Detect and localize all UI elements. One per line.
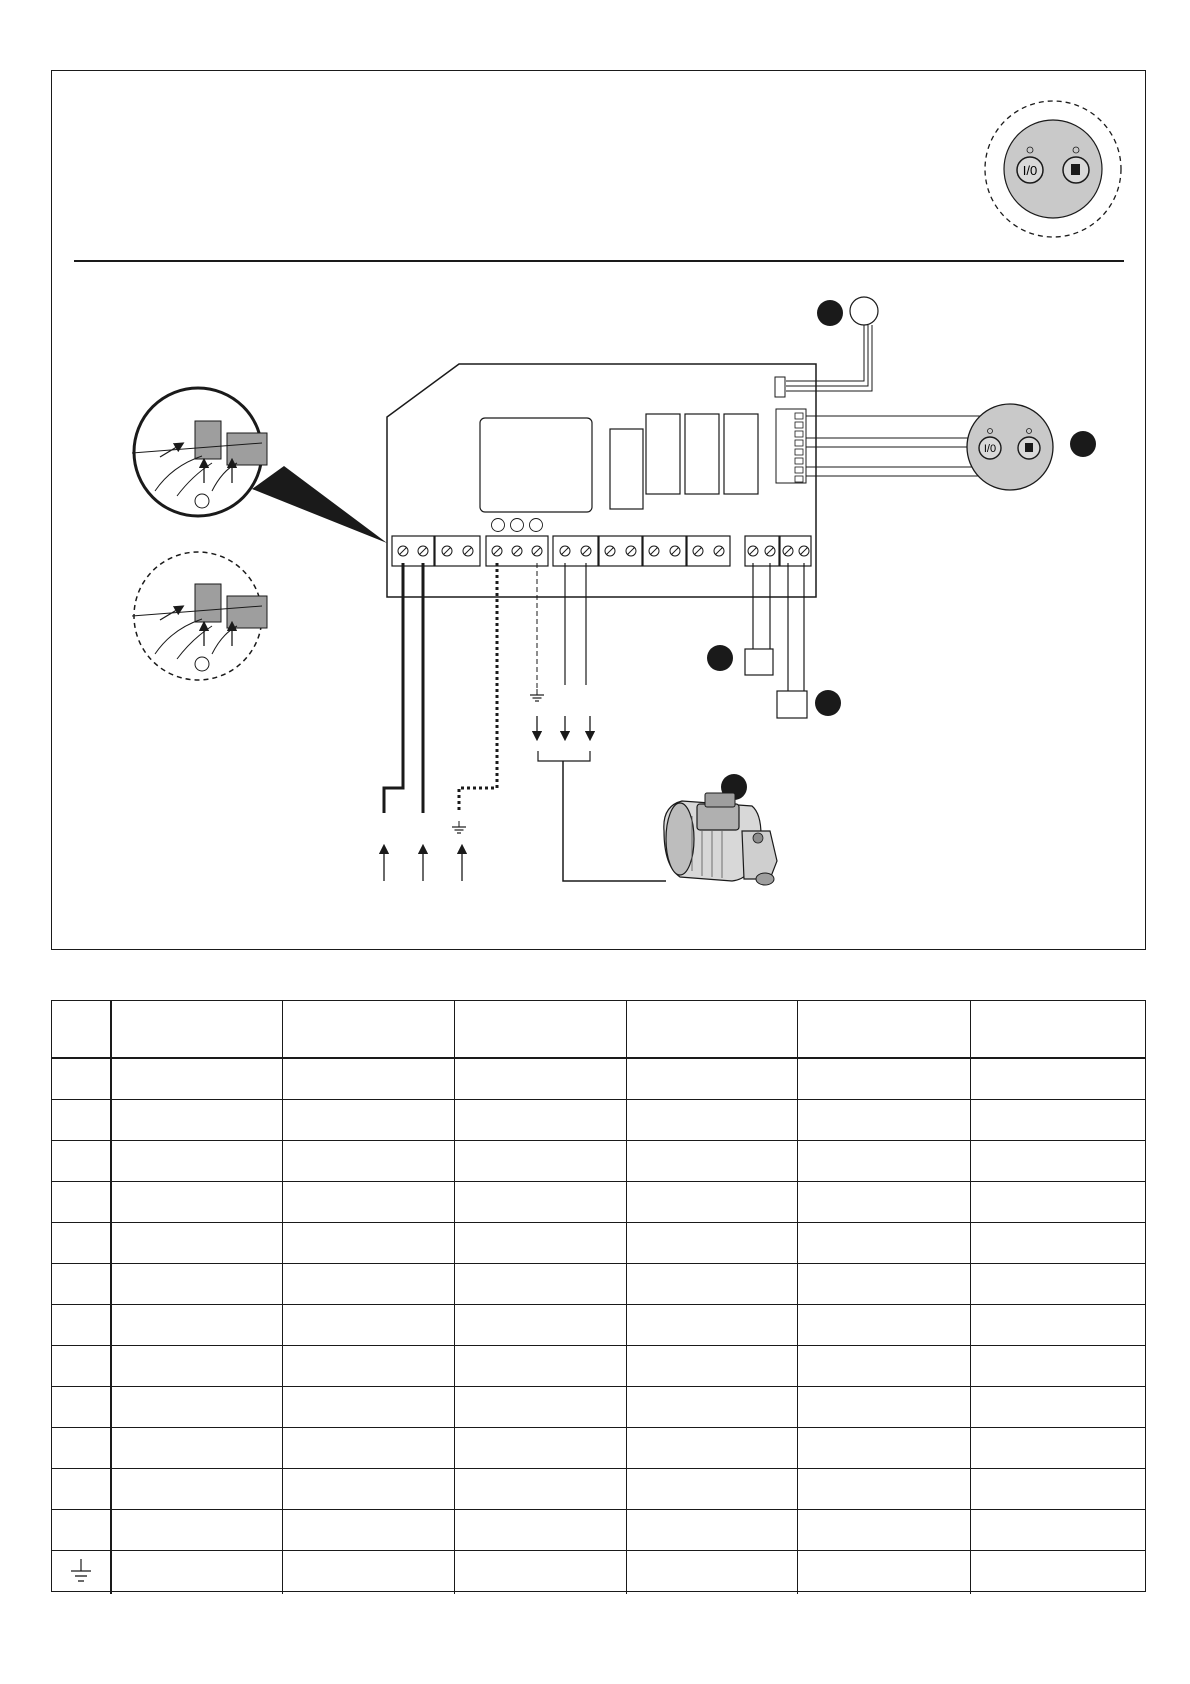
table-cell <box>111 1223 282 1264</box>
table-cell <box>797 1223 970 1264</box>
table-cell <box>797 1141 970 1182</box>
header-cell <box>626 1001 797 1058</box>
sensor-2 <box>777 690 841 718</box>
svg-text:I/0: I/0 <box>983 443 997 455</box>
table-cell <box>797 1264 970 1305</box>
table-cell <box>111 1058 282 1100</box>
table-cell <box>282 1223 454 1264</box>
table-cell <box>970 1182 1145 1223</box>
table-cell <box>626 1510 797 1551</box>
table-cell <box>626 1428 797 1469</box>
table-cell <box>797 1100 970 1141</box>
table-cell <box>282 1428 454 1469</box>
header-cell <box>454 1001 626 1058</box>
connector-detail-correct <box>132 388 387 543</box>
table-cell <box>111 1551 282 1595</box>
table-cell <box>626 1223 797 1264</box>
table-cell <box>282 1387 454 1428</box>
table-cell <box>970 1387 1145 1428</box>
table-cell <box>626 1387 797 1428</box>
table-row <box>52 1305 1145 1346</box>
table-row <box>52 1428 1145 1469</box>
table-cell <box>111 1346 282 1387</box>
control-board <box>387 364 816 597</box>
table-cell <box>970 1428 1145 1469</box>
table-row <box>52 1510 1145 1551</box>
table-cell <box>797 1182 970 1223</box>
table-cell <box>111 1510 282 1551</box>
table-row <box>52 1264 1145 1305</box>
table-cell <box>626 1551 797 1595</box>
table-cell <box>282 1141 454 1182</box>
motor-wiring <box>530 563 666 881</box>
table-cell <box>454 1182 626 1223</box>
table-row <box>52 1100 1145 1141</box>
callout-marker-keypad <box>1070 431 1096 457</box>
header-cell <box>111 1001 282 1058</box>
table-cell <box>970 1223 1145 1264</box>
row-number-cell <box>52 1428 111 1469</box>
table-row <box>52 1058 1145 1100</box>
ground-symbol-icon <box>52 1551 111 1595</box>
row-number-cell <box>52 1223 111 1264</box>
sensor-1 <box>707 645 773 675</box>
row-number-cell <box>52 1141 111 1182</box>
keypad-badge <box>985 101 1121 237</box>
table-cell <box>970 1510 1145 1551</box>
table-cell <box>454 1469 626 1510</box>
table-cell <box>797 1058 970 1100</box>
table-cell <box>797 1387 970 1428</box>
row-number-cell <box>52 1058 111 1100</box>
table-cell <box>282 1182 454 1223</box>
table-cell <box>111 1305 282 1346</box>
connector-detail-alternative <box>132 552 267 680</box>
table-cell <box>454 1141 626 1182</box>
table-cell <box>282 1346 454 1387</box>
table-cell <box>282 1510 454 1551</box>
table-cell <box>111 1264 282 1305</box>
table-cell <box>454 1264 626 1305</box>
table-cell <box>970 1100 1145 1141</box>
header-cell <box>797 1001 970 1058</box>
row-number-cell <box>52 1264 111 1305</box>
power-input <box>384 563 497 881</box>
row-number-cell <box>52 1182 111 1223</box>
table-cell <box>282 1469 454 1510</box>
wiring-table <box>52 1001 1145 1594</box>
table-cell <box>454 1510 626 1551</box>
table-cell <box>970 1141 1145 1182</box>
table-cell <box>626 1305 797 1346</box>
table-cell <box>282 1058 454 1100</box>
table-cell <box>111 1100 282 1141</box>
wiring-table-panel <box>51 1000 1146 1592</box>
svg-text:I/0: I/0 <box>1022 163 1038 178</box>
row-number-cell <box>52 1346 111 1387</box>
table-row <box>52 1387 1145 1428</box>
keypad <box>806 404 1096 490</box>
table-row <box>52 1182 1145 1223</box>
table-cell <box>454 1223 626 1264</box>
table-cell <box>970 1551 1145 1595</box>
table-cell <box>797 1428 970 1469</box>
table-cell <box>626 1182 797 1223</box>
table-cell <box>797 1469 970 1510</box>
header-cell <box>970 1001 1145 1058</box>
callout-marker-lamp <box>817 300 843 326</box>
table-cell <box>454 1346 626 1387</box>
table-row <box>52 1346 1145 1387</box>
table-cell <box>454 1058 626 1100</box>
table-cell <box>111 1387 282 1428</box>
table-cell <box>111 1141 282 1182</box>
table-cell <box>797 1551 970 1595</box>
pump-motor <box>664 774 777 885</box>
row-number-cell <box>52 1305 111 1346</box>
table-cell <box>111 1182 282 1223</box>
table-cell <box>970 1469 1145 1510</box>
table-cell <box>797 1346 970 1387</box>
table-cell <box>282 1100 454 1141</box>
table-header-row <box>52 1001 1145 1058</box>
wiring-diagram <box>52 71 1145 949</box>
table-cell <box>454 1100 626 1141</box>
header-cell <box>52 1001 111 1058</box>
table-row <box>52 1469 1145 1510</box>
row-number-cell <box>52 1100 111 1141</box>
table-cell <box>626 1141 797 1182</box>
table-cell <box>454 1551 626 1595</box>
table-cell <box>282 1305 454 1346</box>
table-cell <box>454 1428 626 1469</box>
table-cell <box>797 1510 970 1551</box>
table-cell <box>626 1469 797 1510</box>
table-cell <box>797 1305 970 1346</box>
table-row <box>52 1141 1145 1182</box>
table-cell <box>282 1551 454 1595</box>
table-cell <box>626 1264 797 1305</box>
table-cell <box>282 1264 454 1305</box>
table-cell <box>970 1346 1145 1387</box>
table-cell <box>111 1469 282 1510</box>
row-number-cell <box>52 1387 111 1428</box>
row-number-cell <box>52 1510 111 1551</box>
table-cell <box>626 1058 797 1100</box>
table-cell <box>454 1387 626 1428</box>
table-cell <box>454 1305 626 1346</box>
table-cell <box>626 1346 797 1387</box>
table-row-ground <box>52 1551 1145 1595</box>
table-cell <box>970 1058 1145 1100</box>
table-cell <box>111 1428 282 1469</box>
table-cell <box>970 1264 1145 1305</box>
row-number-cell <box>52 1469 111 1510</box>
table-cell <box>626 1100 797 1141</box>
callout-marker-sensor-1 <box>707 645 733 671</box>
table-row <box>52 1223 1145 1264</box>
header-cell <box>282 1001 454 1058</box>
wiring-diagram-panel <box>51 70 1146 950</box>
callout-marker-sensor-2 <box>815 690 841 716</box>
table-cell <box>970 1305 1145 1346</box>
